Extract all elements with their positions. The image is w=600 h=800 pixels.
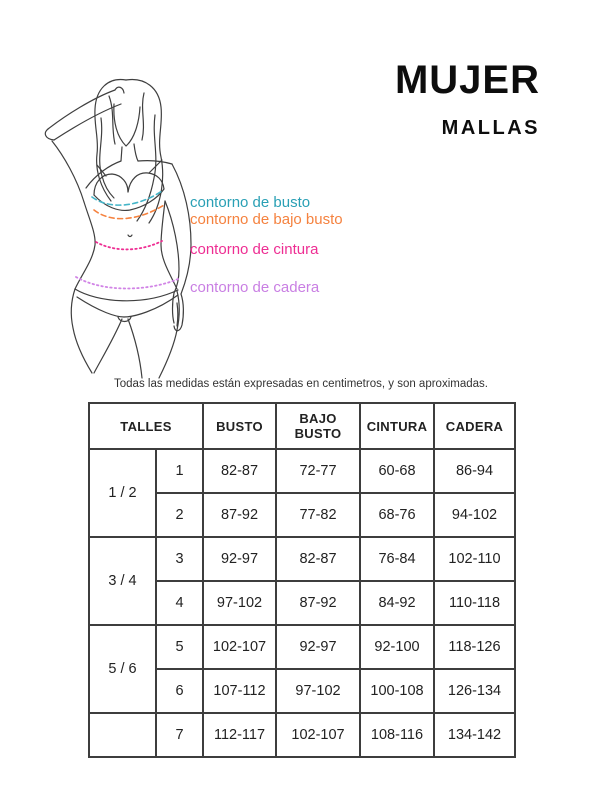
table-row	[89, 625, 515, 669]
bajo-busto-value-cell: 77-82	[276, 493, 360, 537]
size-table	[88, 402, 516, 758]
cintura-value-cell: 100-108	[360, 669, 434, 713]
busto-value-cell: 97-102	[203, 581, 276, 625]
table-header-row	[89, 403, 515, 449]
panties-outline	[75, 289, 178, 301]
cadera-value-cell: 86-94	[434, 449, 515, 493]
face-outline	[114, 104, 140, 146]
size-number-cell: 6	[156, 669, 203, 713]
size-group-cell: 5 / 6	[89, 625, 156, 713]
size-group-cell: 3 / 4	[89, 537, 156, 625]
busto-value-cell: 107-112	[203, 669, 276, 713]
cadera-value-cell: 126-134	[434, 669, 515, 713]
cintura-value-cell: 76-84	[360, 537, 434, 581]
cintura-value-cell: 68-76	[360, 493, 434, 537]
waist-measure-line	[96, 241, 162, 249]
page-subtitle: MALLAS	[441, 117, 540, 139]
size-number-cell: 4	[156, 581, 203, 625]
bajo-busto-value-cell: 87-92	[276, 581, 360, 625]
legs-outline	[71, 289, 92, 373]
col-header-cadera: CADERA	[434, 403, 515, 449]
cadera-value-cell: 102-110	[434, 537, 515, 581]
busto-value-cell: 102-107	[203, 625, 276, 669]
size-group-cell: 1 / 2	[89, 449, 156, 537]
label-contorno-bajo-busto: contorno de bajo busto	[190, 211, 343, 228]
cintura-value-cell: 108-116	[360, 713, 434, 757]
cadera-value-cell: 118-126	[434, 625, 515, 669]
size-number-cell: 2	[156, 493, 203, 537]
size-number-cell: 3	[156, 537, 203, 581]
label-contorno-busto: contorno de busto	[190, 194, 311, 211]
size-number-cell: 5	[156, 625, 203, 669]
cintura-value-cell: 92-100	[360, 625, 434, 669]
size-number-cell: 7	[156, 713, 203, 757]
bajo-busto-value-cell: 82-87	[276, 537, 360, 581]
cadera-value-cell: 94-102	[434, 493, 515, 537]
busto-value-cell: 87-92	[203, 493, 276, 537]
bajo-busto-value-cell: 102-107	[276, 713, 360, 757]
size-group-cell	[89, 713, 156, 757]
label-contorno-cadera: contorno de cadera	[190, 279, 320, 296]
hip-measure-line	[76, 277, 178, 289]
cadera-value-cell: 110-118	[434, 581, 515, 625]
col-header-bajo-busto: BAJO BUSTO	[276, 403, 360, 449]
brand-block	[395, 60, 540, 140]
col-header-cintura: CINTURA	[360, 403, 434, 449]
cadera-value-cell: 134-142	[434, 713, 515, 757]
measurement-figure	[38, 60, 208, 380]
label-contorno-cintura: contorno de cintura	[190, 241, 319, 258]
busto-value-cell: 82-87	[203, 449, 276, 493]
col-header-busto: BUSTO	[203, 403, 276, 449]
bajo-busto-value-cell: 72-77	[276, 449, 360, 493]
hanging-arm	[172, 164, 191, 294]
busto-value-cell: 92-97	[203, 537, 276, 581]
bajo-busto-value-cell: 97-102	[276, 669, 360, 713]
size-number-cell: 1	[156, 449, 203, 493]
navel	[128, 235, 132, 237]
measurements-note: Todas las medidas están expresadas en centimetros, y son aproximadas.	[114, 378, 488, 390]
page-title: MUJER	[394, 58, 540, 102]
bajo-busto-value-cell: 92-97	[276, 625, 360, 669]
busto-value-cell: 112-117	[203, 713, 276, 757]
bust-measure-line	[92, 191, 162, 205]
table-row	[89, 713, 515, 757]
table-row	[89, 449, 515, 493]
cintura-value-cell: 84-92	[360, 581, 434, 625]
cintura-value-cell: 60-68	[360, 449, 434, 493]
woman-outline-illustration	[38, 60, 208, 380]
col-header-talles: TALLES	[89, 403, 203, 449]
table-row	[89, 537, 515, 581]
